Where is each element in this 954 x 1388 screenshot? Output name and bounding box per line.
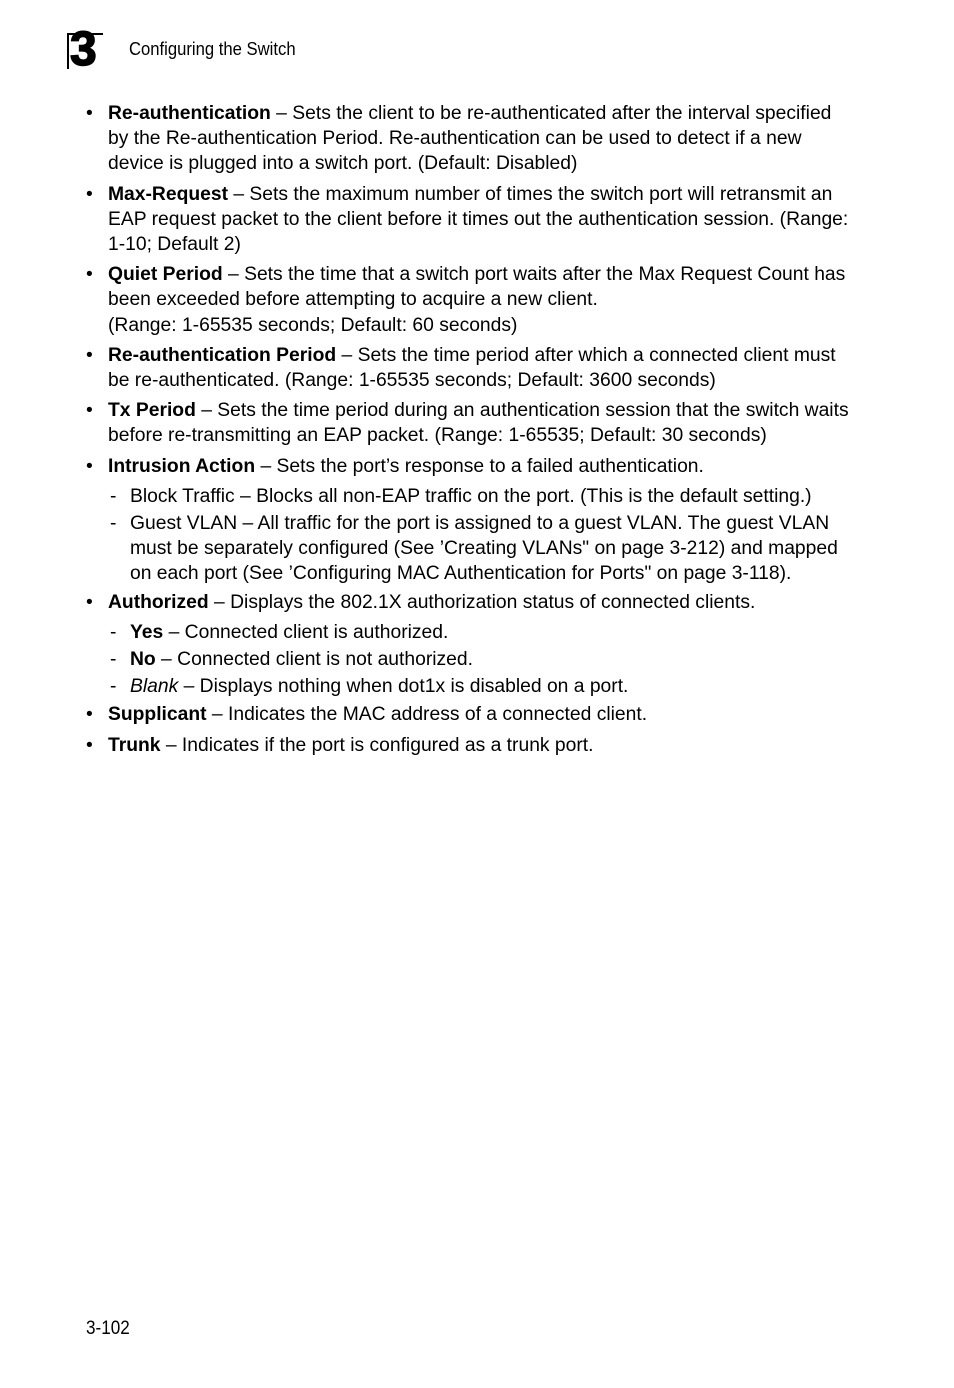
badge-bar [67, 33, 69, 69]
description: – Sets the time that a switch port waits after the Max Request Count has been exceeded before attempting to acquire a new client. [108, 264, 846, 311]
bullet: • [86, 734, 93, 756]
running-header: Configuring the Switch [129, 38, 296, 59]
authorized-options [86, 620, 856, 700]
sub-text: Guest VLAN – All traffic for the port is assigned to a guest VLAN. The guest VLAN must be separately configured (See ’Creating VLANs" on page 3-212) and mapped on each port (See ’Configuring MAC Authentication for Ports" on page 3-118). [130, 513, 838, 585]
list-item-re-authentication-period [86, 343, 856, 393]
bullet: • [86, 455, 93, 477]
dash: - [110, 621, 117, 643]
list-item-supplicant [86, 702, 856, 727]
term: Trunk [108, 734, 161, 756]
list-item-quiet-period [86, 262, 856, 338]
sub-item-yes [86, 620, 856, 645]
term: Tx Period [108, 400, 196, 422]
list-item-re-authentication [86, 101, 856, 177]
bullet: • [86, 183, 93, 205]
sub-text: – Connected client is authorized. [163, 621, 449, 643]
description: – Displays the 802.1X authorization status of connected clients. [208, 591, 756, 613]
range-note: (Range: 1-65535 seconds; Default: 60 seconds) [108, 314, 518, 336]
dash: - [110, 485, 117, 507]
parameter-list [86, 101, 856, 763]
term: Quiet Period [108, 264, 223, 286]
description: – Sets the time period after which a connected client must be re-authenticated. (Range: 1-65535 seconds; Default: 3600 seconds) [108, 344, 836, 392]
description: – Indicates the MAC address of a connected client. [206, 704, 648, 726]
sub-text: – Displays nothing when dot1x is disabled on a port. [178, 676, 629, 698]
term: Max-Request [108, 183, 228, 205]
list-item-tx-period [86, 398, 856, 448]
bullet: • [86, 591, 93, 613]
term: Intrusion Action [108, 455, 256, 477]
sub-text: Block Traffic – Blocks all non-EAP traffic on the port. (This is the default setting.) [130, 485, 812, 507]
bullet: • [86, 704, 93, 726]
description: – Sets the port’s response to a failed authentication. [255, 455, 704, 477]
chapter-badge [67, 23, 107, 76]
sub-item-no [86, 647, 856, 672]
bullet: • [86, 103, 93, 124]
description: – Indicates if the port is configured as a trunk port. [160, 734, 594, 756]
dash: - [110, 649, 117, 671]
sub-text: – Connected client is not authorized. [155, 649, 473, 671]
term: Re-authentication Period [108, 344, 337, 366]
chapter-number: 3 [70, 23, 97, 76]
sub-item-blank [86, 674, 856, 699]
sub-term: No [130, 649, 156, 671]
bullet: • [86, 400, 93, 422]
page-number: 3-102 [86, 1318, 130, 1339]
list-item-trunk [86, 733, 856, 758]
list-item-authorized [86, 590, 856, 615]
description: – Sets the time period during an authentication session that the switch waits before re-transmitting an EAP packet. (Range: 1-65535; Default: 30 seconds) [108, 400, 849, 447]
description: – Sets the client to be re-authenticated after the interval specified by the Re-authentication Period. Re-authentication can be used to detect if a new device is plugged into a switch port. (Default: Disabled) [108, 103, 832, 175]
bullet: • [86, 264, 93, 286]
description: – Sets the maximum number of times the switch port will retransmit an EAP request packet to the client before it times out the authentication session. (Range: 1-10; Default 2) [108, 183, 849, 256]
term: Authorized [108, 591, 209, 613]
sub-term: Blank [130, 676, 179, 698]
term: Re-authentication [108, 103, 271, 124]
dash: - [110, 513, 117, 535]
term: Supplicant [108, 704, 207, 726]
sub-term: Yes [130, 621, 164, 643]
dash: - [110, 676, 117, 698]
list-item-max-request [86, 182, 856, 258]
sub-item-guest-vlan [86, 511, 856, 587]
list-item-intrusion-action [86, 454, 856, 479]
sub-item-block-traffic [86, 484, 856, 509]
intrusion-action-options [86, 484, 856, 587]
bullet: • [86, 344, 93, 366]
